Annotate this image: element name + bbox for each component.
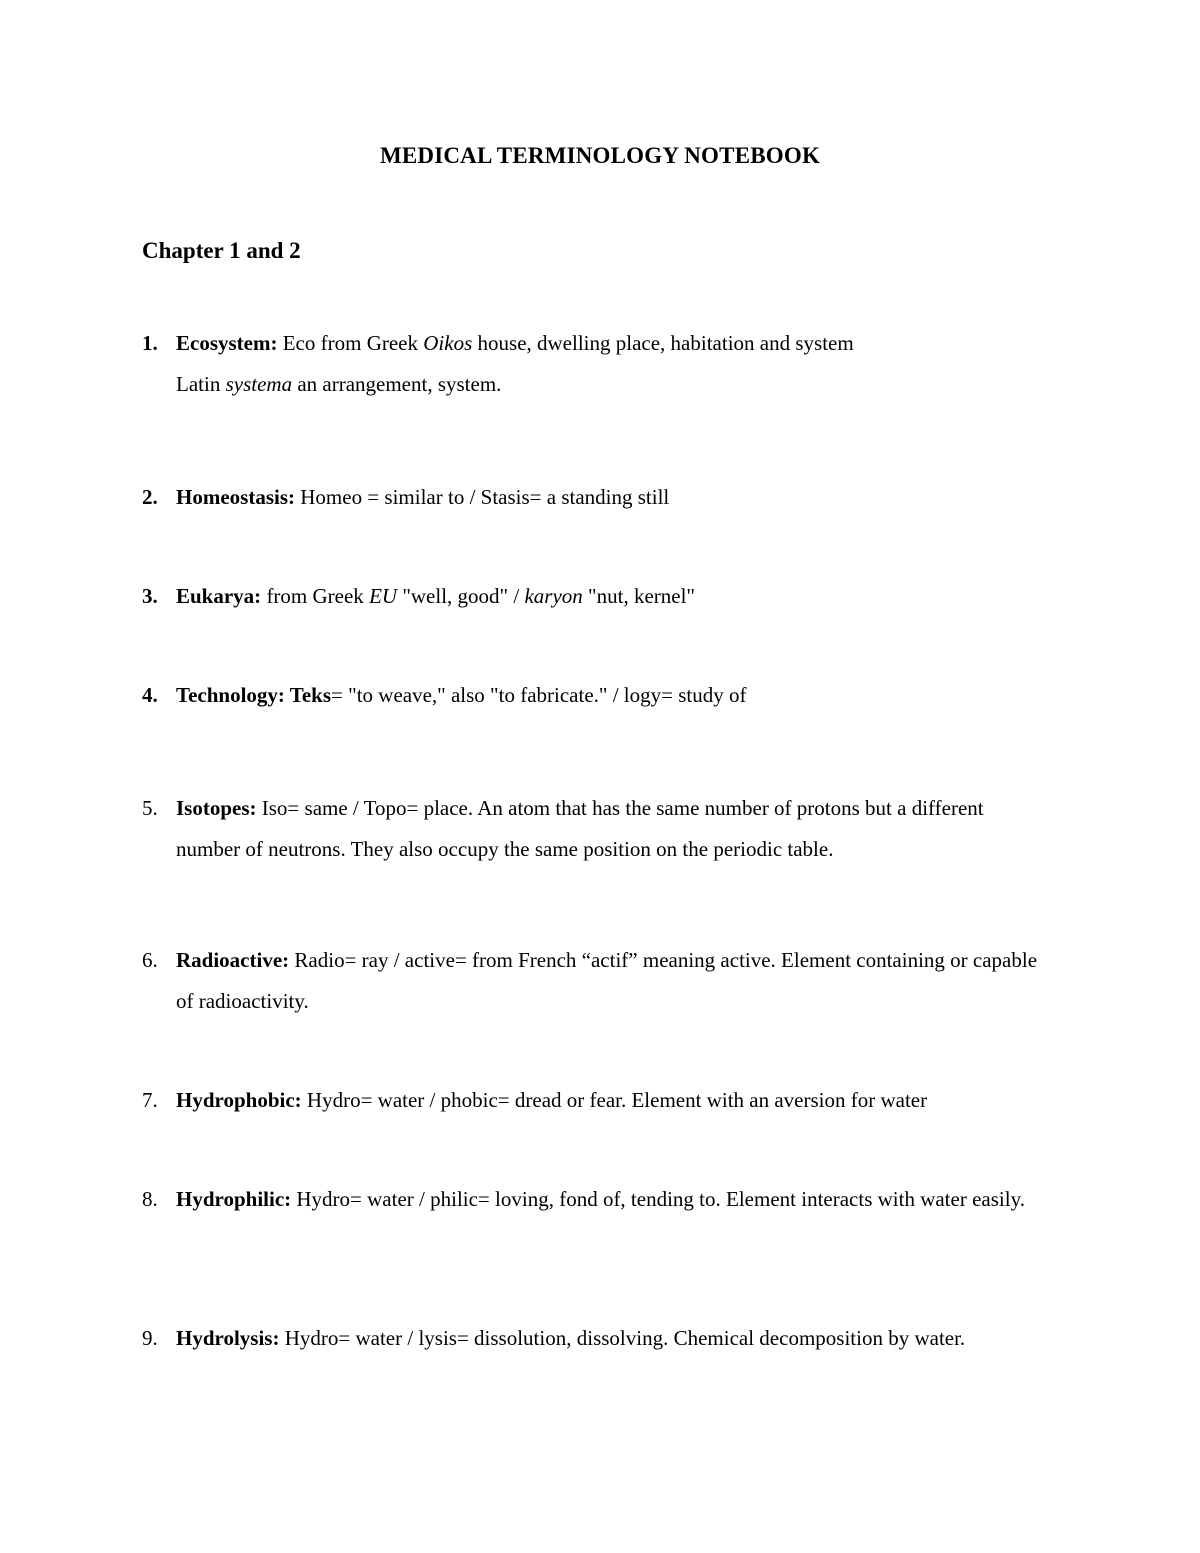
item-body xyxy=(176,1179,1052,1220)
item-number: 9. xyxy=(142,1326,158,1350)
item-body xyxy=(176,323,1052,405)
item-body xyxy=(176,1318,1052,1359)
list-item-technology xyxy=(142,675,1052,716)
item-number: 4. xyxy=(142,683,158,707)
item-number: 8. xyxy=(142,1187,158,1211)
list-item-homeostasis xyxy=(142,477,1052,518)
term: Ecosystem: xyxy=(176,331,278,355)
term: Technology: Teks xyxy=(176,683,332,707)
term: Hydrophobic: xyxy=(176,1088,302,1112)
list-item-hydrophilic xyxy=(142,1179,1052,1220)
definition-italic: Oikos xyxy=(423,331,473,355)
item-body xyxy=(176,675,1052,716)
definition-text: Hydro= water / philic= loving, fond of, tending to. Element interacts with water easily. xyxy=(291,1187,1025,1211)
definition-text: house, dwelling place, habitation and system xyxy=(472,331,854,355)
definition-italic: karyon xyxy=(524,584,583,608)
definition-text: from Greek xyxy=(261,584,370,608)
item-body xyxy=(176,940,1052,1022)
chapter-heading: Chapter 1 and 2 xyxy=(142,238,301,263)
term: Hydrolysis: xyxy=(176,1326,280,1350)
list-item-isotopes xyxy=(142,788,1052,870)
list-item-eukarya xyxy=(142,576,1052,617)
term: Eukarya: xyxy=(176,584,262,608)
item-number: 3. xyxy=(142,584,158,608)
definition-text: "well, good" / xyxy=(397,584,525,608)
item-number: 5. xyxy=(142,796,158,820)
list-item-hydrolysis xyxy=(142,1318,1052,1359)
definition-text: Homeo = similar to / Stasis= a standing still xyxy=(295,485,670,509)
item-body xyxy=(176,788,1052,870)
term: Homeostasis: xyxy=(176,485,295,509)
definition-italic: EU xyxy=(369,584,398,608)
item-body xyxy=(176,1080,1052,1121)
page-title: MEDICAL TERMINOLOGY NOTEBOOK xyxy=(379,143,821,168)
item-number: 6. xyxy=(142,948,158,972)
item-number: 1. xyxy=(142,331,158,355)
list-item-ecosystem xyxy=(142,323,1052,405)
term: Hydrophilic: xyxy=(176,1187,292,1211)
definition-text: Eco from Greek xyxy=(277,331,424,355)
list-item-hydrophobic xyxy=(142,1080,1052,1121)
definition-text: "nut, kernel" xyxy=(582,584,695,608)
definition-text: Latin xyxy=(176,372,226,396)
term: Radioactive: xyxy=(176,948,290,972)
item-body xyxy=(176,477,1052,518)
definition-text: Hydro= water / lysis= dissolution, dissolving. Chemical decomposition by water. xyxy=(279,1326,966,1350)
item-number: 2. xyxy=(142,485,158,509)
item-number: 7. xyxy=(142,1088,158,1112)
definition-text: Radio= ray / active= from French “actif” meaning active. Element containing or capable of radioactivity. xyxy=(176,948,1038,1013)
term: Isotopes: xyxy=(176,796,257,820)
definition-text: Iso= same / Topo= place. An atom that has the same number of protons but a different number of neutrons. They also occupy the same position on the periodic table. xyxy=(176,796,984,861)
item-body xyxy=(176,576,1052,617)
definition-text: Hydro= water / phobic= dread or fear. Element with an aversion for water xyxy=(301,1088,928,1112)
definition-text: = "to weave," also "to fabricate." / logy= study of xyxy=(331,683,747,707)
definition-text: an arrangement, system. xyxy=(292,372,502,396)
definition-italic: systema xyxy=(225,372,293,396)
list-item-radioactive xyxy=(142,940,1052,1022)
